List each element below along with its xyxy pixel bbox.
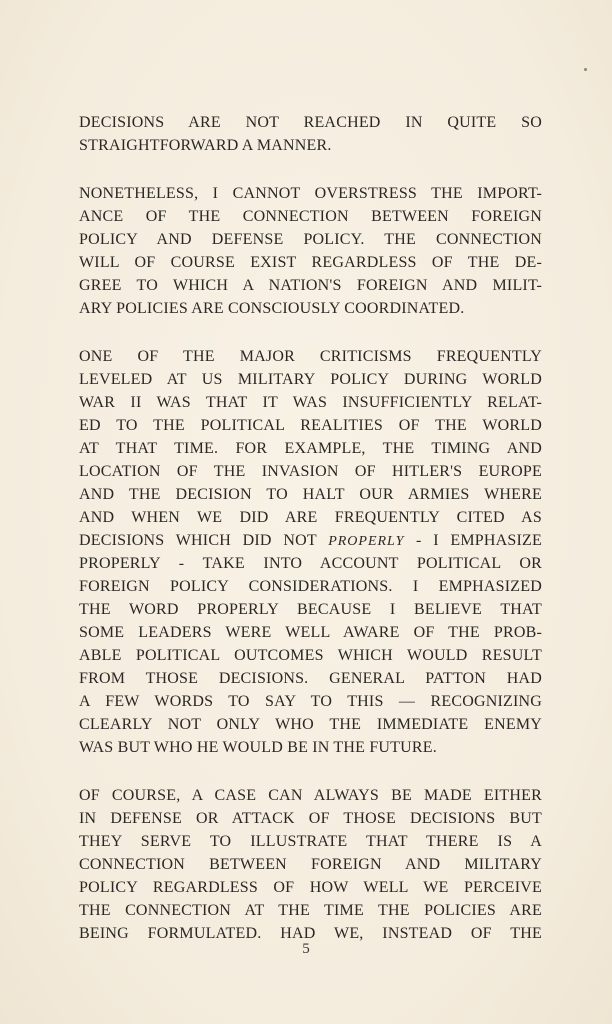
text-line: LOCATION OF THE INVASION OF HITLER'S EUROPE: [79, 463, 542, 480]
text-line: SOME LEADERS WERE WELL AWARE OF THE PROB-: [79, 624, 542, 641]
text-line: WILL OF COURSE EXIST REGARDLESS OF THE DE-: [79, 254, 542, 271]
body-text: [79, 111, 542, 970]
text-line: THEY SERVE TO ILLUSTRATE THAT THERE IS A: [79, 833, 542, 850]
text-line: NONETHELESS, I CANNOT OVERSTRESS THE IMPORT-: [79, 185, 542, 202]
text-line: LEVELED AT US MILITARY POLICY DURING WORLD: [79, 371, 542, 388]
text-line: DECISIONS ARE NOT REACHED IN QUITE SO: [79, 114, 542, 131]
text-line: OF COURSE, A CASE CAN ALWAYS BE MADE EITHER: [79, 787, 542, 804]
paragraph-4: [79, 784, 542, 945]
text-line: BEING FORMULATED. HAD WE, INSTEAD OF THE: [79, 925, 542, 942]
text-line: ONE OF THE MAJOR CRITICISMS FREQUENTLY: [79, 348, 542, 365]
text-line: IN DEFENSE OR ATTACK OF THOSE DECISIONS BUT: [79, 810, 542, 827]
text-line: POLICY AND DEFENSE POLICY. THE CONNECTION: [79, 231, 542, 248]
text-line: CONNECTION BETWEEN FOREIGN AND MILITARY: [79, 856, 542, 873]
text-line: PROPERLY - TAKE INTO ACCOUNT POLITICAL OR: [79, 555, 542, 572]
text-line: THE WORD PROPERLY BECAUSE I BELIEVE THAT: [79, 601, 542, 618]
text-line: POLICY REGARDLESS OF HOW WELL WE PERCEIVE: [79, 879, 542, 896]
text-line-with-emphasis: [79, 529, 542, 552]
text-line: AND THE DECISION TO HALT OUR ARMIES WHERE: [79, 486, 542, 503]
text-line: WAS BUT WHO HE WOULD BE IN THE FUTURE.: [79, 739, 437, 756]
text-line: ED TO THE POLITICAL REALITIES OF THE WORLD: [79, 417, 542, 434]
text-line: ARY POLICIES ARE CONSCIOUSLY COORDINATED.: [79, 300, 465, 317]
text-line: WAR II WAS THAT IT WAS INSUFFICIENTLY RELAT-: [79, 394, 542, 411]
emphasized-word: PROPERLY: [328, 534, 405, 549]
paper-speck: [584, 68, 587, 71]
text-line: THE CONNECTION AT THE TIME THE POLICIES ARE: [79, 902, 542, 919]
text-line: AND WHEN WE DID ARE FREQUENTLY CITED AS: [79, 509, 542, 526]
text-line: FOREIGN POLICY CONSIDERATIONS. I EMPHASIZED: [79, 578, 542, 595]
text-line: CLEARLY NOT ONLY WHO THE IMMEDIATE ENEMY: [79, 716, 542, 733]
paragraph-2: [79, 182, 542, 320]
text-fragment: DECISIONS WHICH DID NOT: [79, 532, 329, 549]
text-line: AT THAT TIME. FOR EXAMPLE, THE TIMING AND: [79, 440, 542, 457]
text-line: STRAIGHTFORWARD A MANNER.: [79, 137, 332, 154]
text-line: ANCE OF THE CONNECTION BETWEEN FOREIGN: [79, 208, 542, 225]
text-fragment: - I EMPHASIZE: [404, 532, 542, 549]
text-line: A FEW WORDS TO SAY TO THIS — RECOGNIZING: [79, 693, 542, 710]
text-line: GREE TO WHICH A NATION'S FOREIGN AND MILIT-: [79, 277, 542, 294]
paragraph-3: [79, 345, 542, 759]
page-number: 5: [302, 941, 310, 957]
text-line: ABLE POLITICAL OUTCOMES WHICH WOULD RESULT: [79, 647, 542, 664]
paragraph-1: [79, 111, 542, 157]
text-line: FROM THOSE DECISIONS. GENERAL PATTON HAD: [79, 670, 542, 687]
